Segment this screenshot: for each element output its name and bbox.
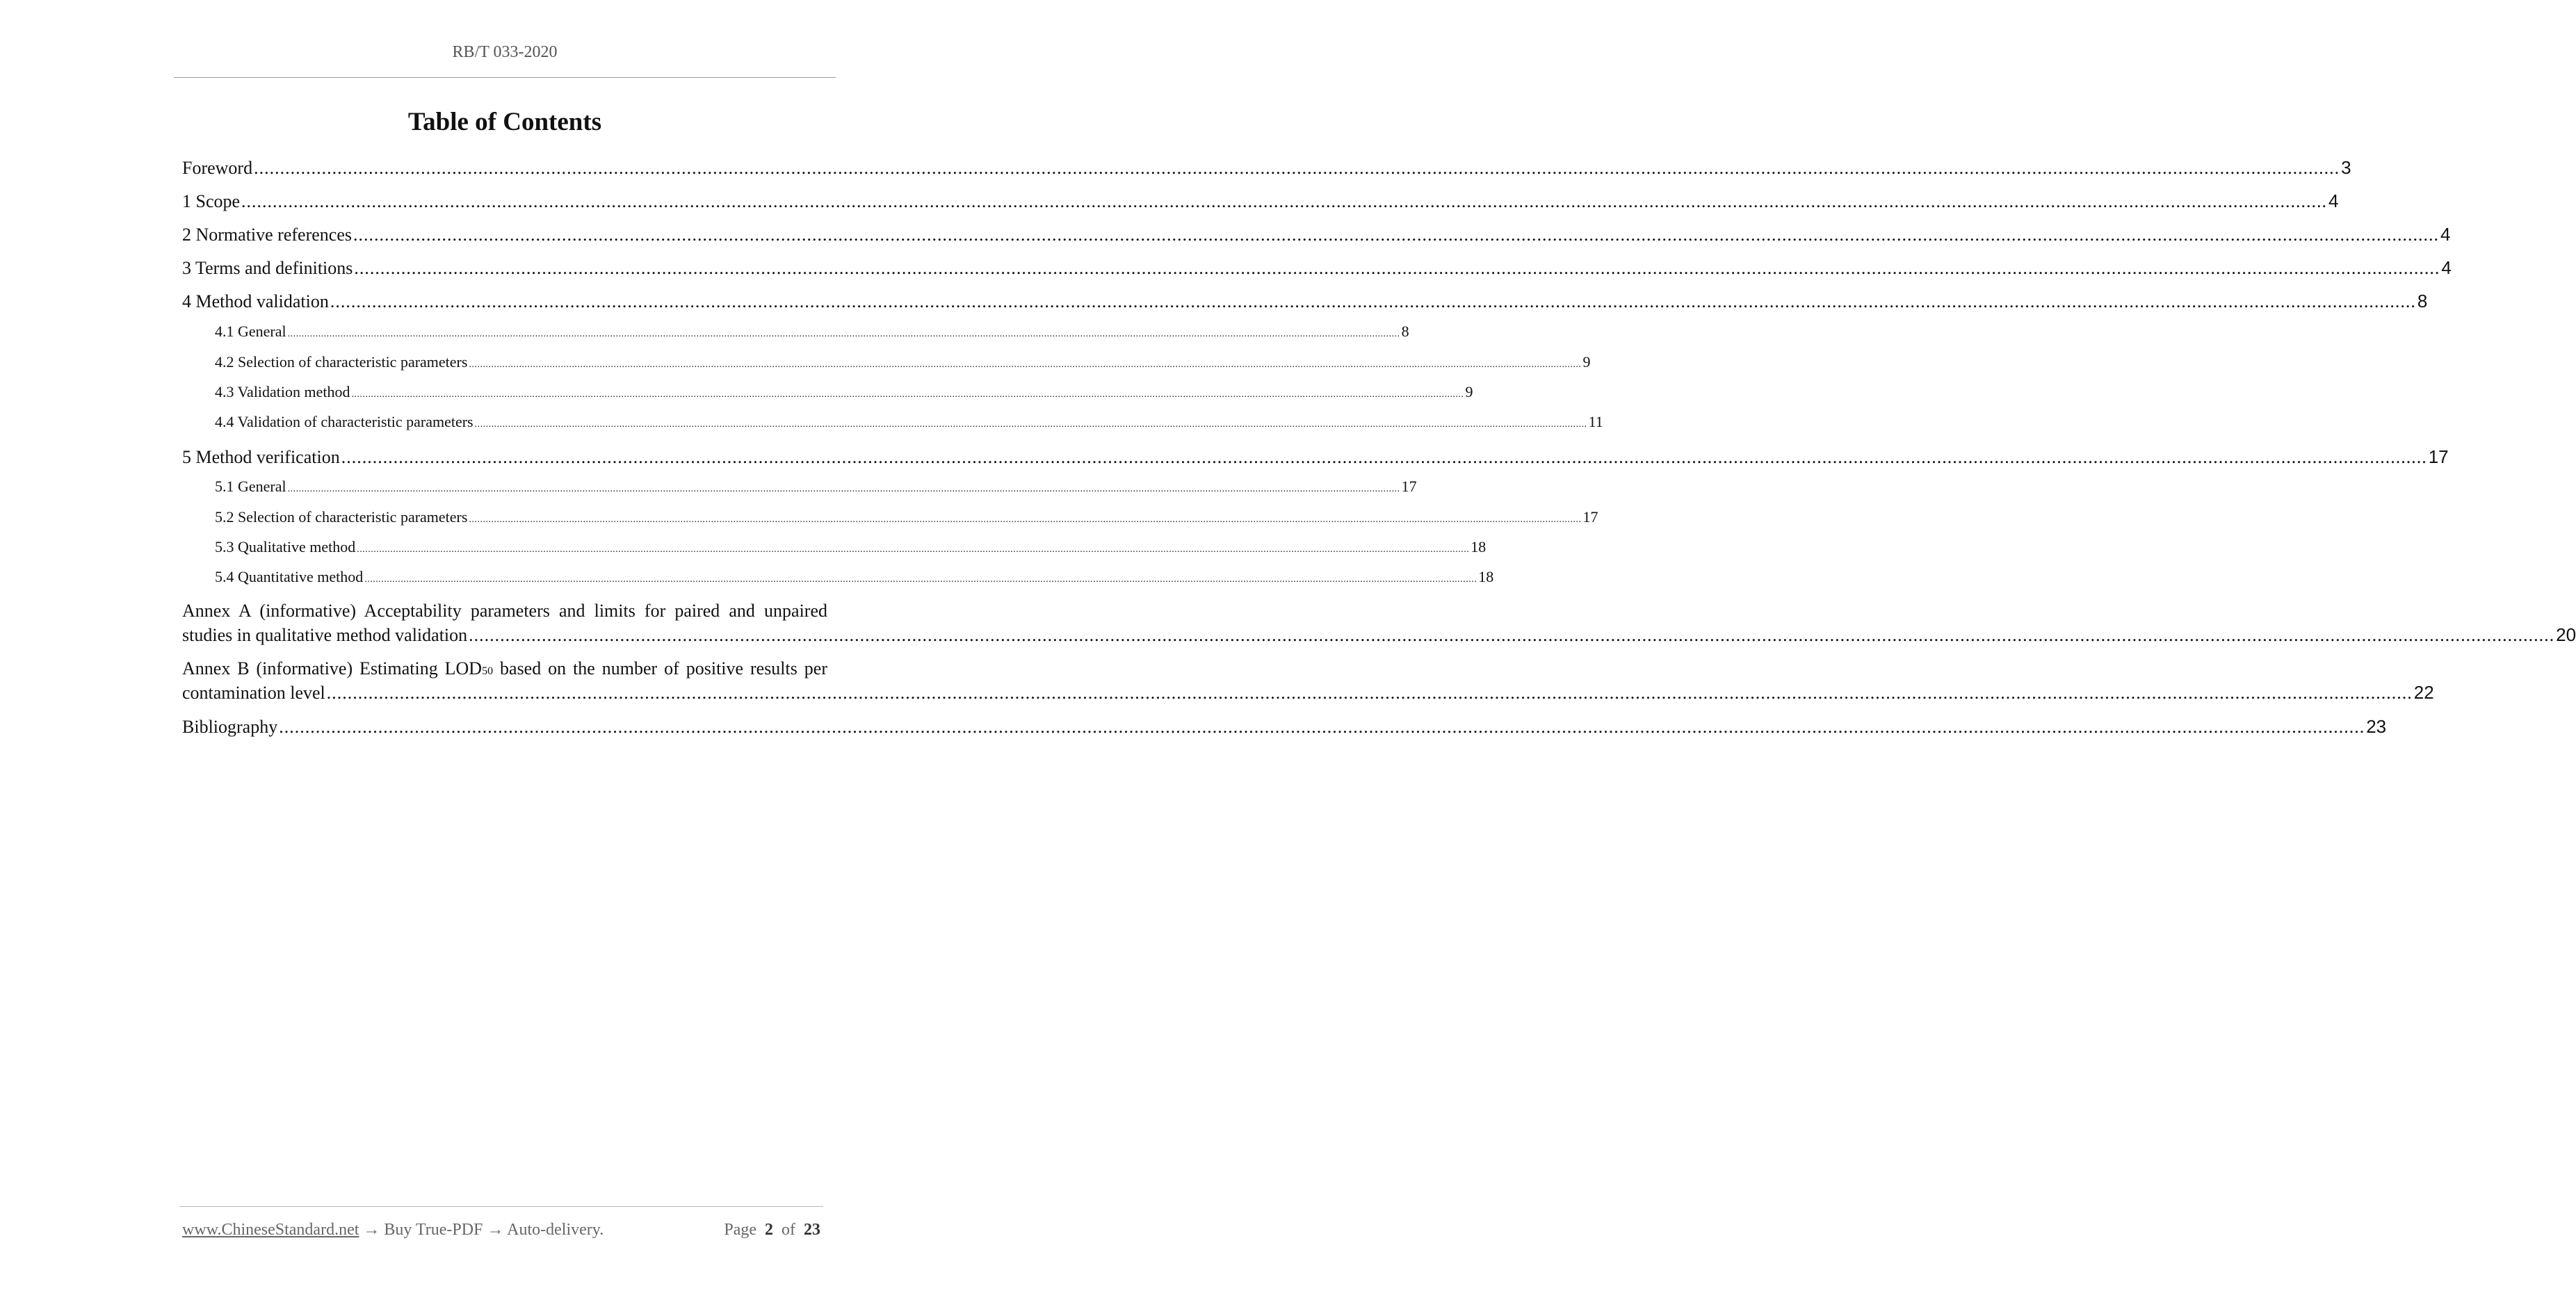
toc-entry-4-3[interactable]: [182, 383, 1473, 401]
footer: [182, 1221, 820, 1240]
page-current: 2: [765, 1221, 773, 1239]
toc-page: 9: [1465, 383, 1473, 400]
toc-entry-5-4[interactable]: [182, 568, 1494, 586]
footer-divider: [179, 1206, 823, 1207]
toc-entry-4-2[interactable]: [182, 353, 1591, 371]
toc-leader: ................................................................................................................................................................................................................................................................................................................................................................................................................: [326, 683, 2413, 703]
toc-page: 4: [2328, 190, 2339, 211]
annex-b-text-pre: Annex B (informative) Estimating LOD: [182, 658, 483, 679]
toc-entry-method-validation[interactable]: [182, 291, 2428, 312]
toc-leader: ................................................................................................................................................................................................................................................................................................................................................................................................................: [330, 291, 2416, 311]
toc-leader: ................................................................................................................................................................................................................................................................................................................................................................................................................: [469, 359, 1582, 370]
toc-entry-5-2[interactable]: [182, 508, 1598, 526]
footer-site-link[interactable]: www.ChineseStandard.net: [182, 1221, 359, 1239]
arrow-right-icon: →: [487, 1221, 504, 1239]
toc-page: 8: [2417, 291, 2428, 311]
toc-label-line1: Annex A (informative) Acceptability parameters and limits for paired and unpaired: [182, 601, 827, 621]
toc-label-line2: studies in qualitative method validation: [182, 625, 468, 645]
toc-page: 11: [1588, 413, 1603, 430]
toc-leader: ................................................................................................................................................................................................................................................................................................................................................................................................................: [357, 544, 1470, 555]
toc-label: 5.2 Selection of characteristic parameters: [215, 508, 468, 526]
toc-label: 5 Method verification: [182, 447, 340, 467]
toc-entry-5-1[interactable]: [182, 478, 1417, 496]
of-word: of: [781, 1221, 795, 1239]
toc-entry-4-4[interactable]: [182, 413, 1603, 431]
toc-leader: ................................................................................................................................................................................................................................................................................................................................................................................................................: [354, 258, 2440, 278]
toc-entry-normative-references[interactable]: [182, 224, 2451, 245]
toc-page: 18: [1471, 538, 1487, 555]
toc-page: 22: [2413, 682, 2434, 703]
toc-entry-terms[interactable]: [182, 257, 2452, 279]
toc-page: 17: [1582, 508, 1598, 526]
toc-leader: ................................................................................................................................................................................................................................................................................................................................................................................................................: [341, 447, 2427, 467]
footer-buy-text: Buy True-PDF: [384, 1221, 483, 1239]
page-word: Page: [724, 1221, 756, 1239]
toc-entry-scope[interactable]: [182, 190, 2339, 212]
arrow-right-icon: →: [363, 1221, 380, 1239]
toc-leader: ................................................................................................................................................................................................................................................................................................................................................................................................................: [287, 484, 1400, 494]
toc-entry-annex-b[interactable]: [182, 658, 2434, 704]
toc-page: 3: [2341, 157, 2351, 178]
page-title: Table of Contents: [407, 108, 602, 136]
toc-page: 17: [1401, 478, 1417, 495]
toc-label: 4 Method validation: [182, 291, 329, 311]
toc-label: 4.4 Validation of characteristic parameters: [215, 413, 473, 430]
toc-entry-5-3[interactable]: [182, 538, 1487, 556]
toc-leader: ................................................................................................................................................................................................................................................................................................................................................................................................................: [469, 625, 2555, 645]
toc-entry-foreword[interactable]: [182, 157, 2351, 179]
toc-page: 9: [1582, 353, 1591, 371]
toc-label: 2 Normative references: [182, 225, 352, 245]
footer-page-number: [724, 1221, 820, 1240]
toc-label: 4.3 Validation method: [215, 383, 350, 400]
toc-entry-method-verification[interactable]: [182, 446, 2449, 468]
toc-page: 20: [2556, 624, 2576, 645]
toc-label: Foreword: [182, 158, 253, 178]
toc-leader: ................................................................................................................................................................................................................................................................................................................................................................................................................: [351, 389, 1464, 400]
toc-label-line1: [182, 658, 827, 679]
annex-b-subscript: 50: [482, 665, 494, 677]
toc-label: 5.1 General: [215, 478, 286, 495]
toc-entry-annex-a[interactable]: [182, 601, 2576, 646]
toc-page: 4: [2441, 257, 2452, 278]
footer-promo: [182, 1221, 604, 1240]
toc-leader: ................................................................................................................................................................................................................................................................................................................................................................................................................: [279, 717, 2365, 737]
page-total: 23: [804, 1221, 820, 1239]
header-divider: [174, 77, 836, 78]
toc-leader: ................................................................................................................................................................................................................................................................................................................................................................................................................: [364, 574, 1477, 585]
toc-page: 18: [1478, 568, 1494, 585]
annex-b-text-post: based on the number of positive results per: [493, 658, 828, 679]
toc-leader: ................................................................................................................................................................................................................................................................................................................................................................................................................: [254, 158, 2340, 178]
toc-label-line2: contamination level: [182, 683, 325, 703]
header-doc-code: RB/T 033-2020: [452, 43, 558, 61]
toc-leader: ................................................................................................................................................................................................................................................................................................................................................................................................................: [287, 329, 1400, 339]
toc-leader: ................................................................................................................................................................................................................................................................................................................................................................................................................: [241, 191, 2328, 211]
toc-label: Bibliography: [182, 717, 278, 737]
toc-leader: ................................................................................................................................................................................................................................................................................................................................................................................................................: [469, 514, 1582, 525]
toc-label: 4.2 Selection of characteristic parameters: [215, 353, 468, 371]
toc-label: 3 Terms and definitions: [182, 258, 353, 278]
footer-delivery-text: Auto-delivery.: [507, 1221, 604, 1239]
toc-page: 23: [2366, 716, 2387, 737]
toc-leader: ................................................................................................................................................................................................................................................................................................................................................................................................................: [353, 225, 2439, 245]
toc-leader: ................................................................................................................................................................................................................................................................................................................................................................................................................: [474, 419, 1587, 430]
toc-page: 17: [2428, 446, 2449, 467]
toc-page: 4: [2440, 224, 2451, 245]
toc-label: 5.4 Quantitative method: [215, 568, 364, 585]
toc-label: 5.3 Qualitative method: [215, 538, 356, 555]
toc-entry-bibliography[interactable]: [182, 716, 2387, 738]
toc-page: 8: [1401, 323, 1409, 340]
toc-label: 4.1 General: [215, 323, 286, 340]
toc-label: 1 Scope: [182, 191, 241, 211]
toc-entry-4-1[interactable]: [182, 323, 1409, 341]
